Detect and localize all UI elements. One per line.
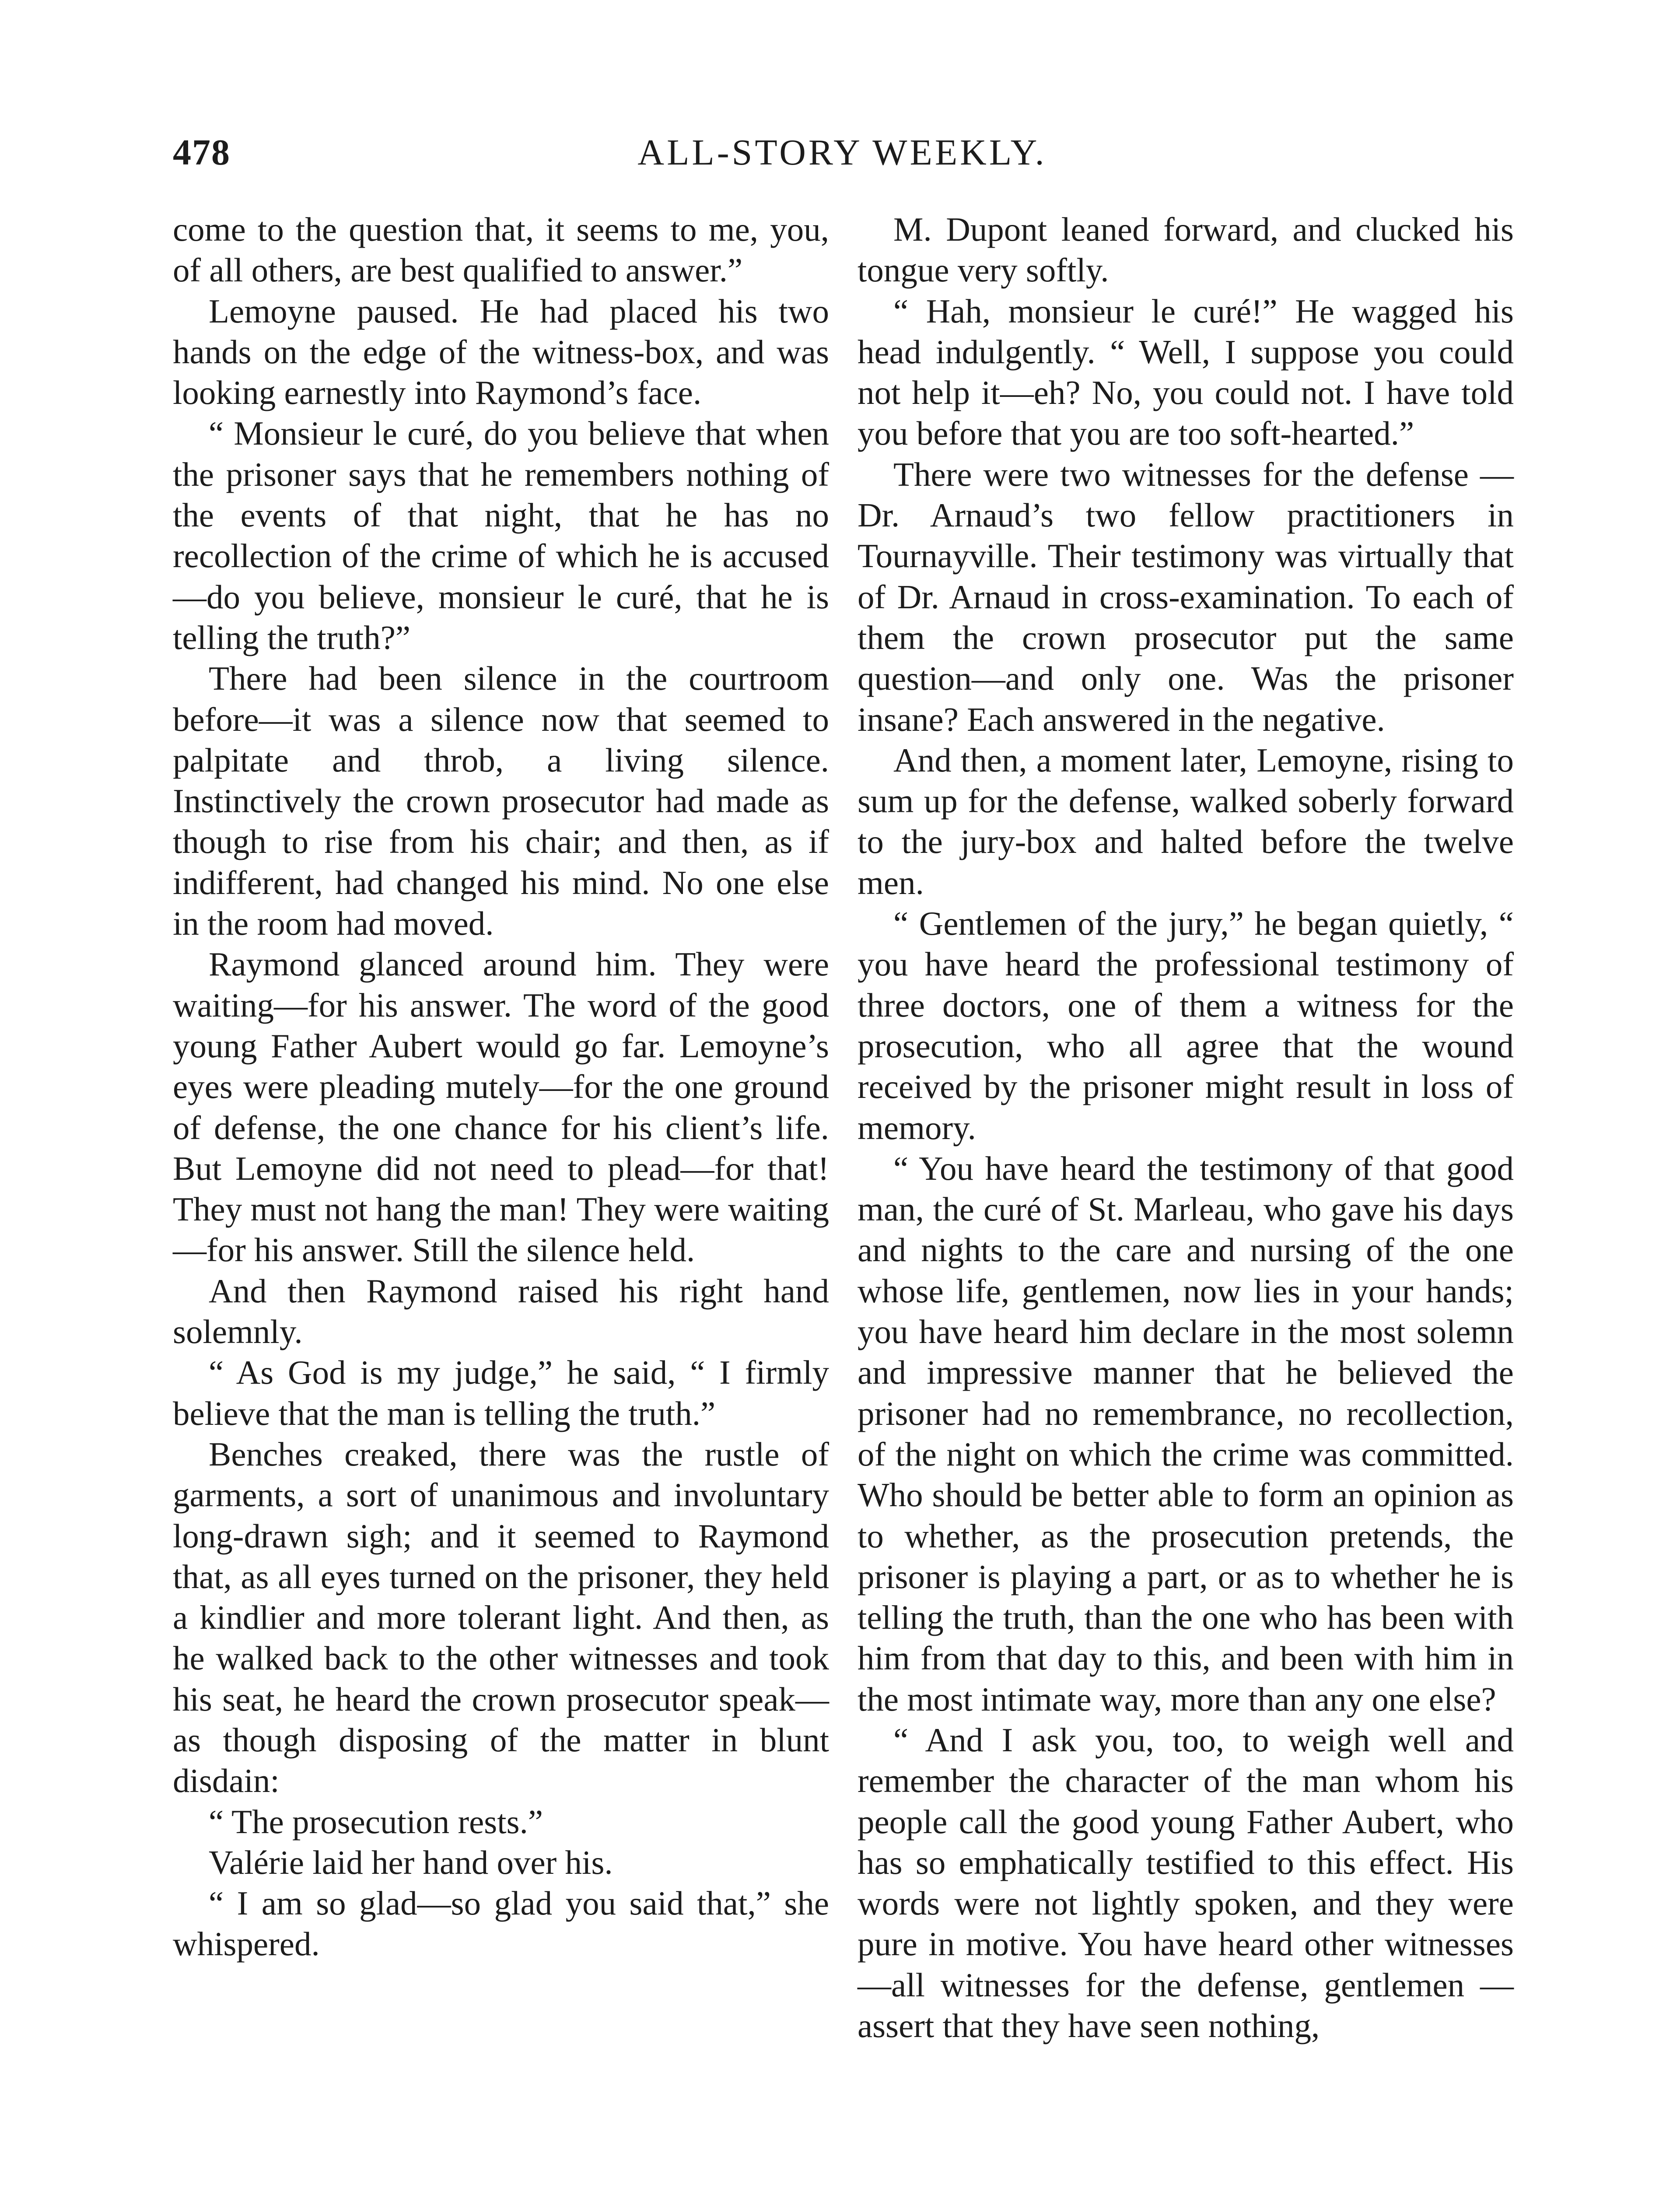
paragraph: “ And I ask you, too, to weigh well and remember the character of the man whom his people call the good young Father Aubert, who has so emphatically testified to this effect. His words were not lightly spoken, and they were pure in motive. You have heard other witnesses —all witnesses for the defense, gentlemen —assert that they have seen nothing, xyxy=(858,1721,1514,2045)
paragraph: Valérie laid her hand over his. xyxy=(209,1843,613,1881)
paragraph: Raymond glanced around him. They were waiting—for his answer. The word of the good young Father Aubert would go far. Lemoyne’s eyes were pleading mutely—for the one ground of defense, the one chance for his client’s life. But Lemoyne did not need to plead—for that! They must not hang the man! They were waiting—for his answer. Still the silence held. xyxy=(173,945,829,1269)
paragraph: “ Gentlemen of the jury,” he began quietly, “ you have heard the professional testimony of three doctors, one of them a witness for the prosecution, who all agree that the wound received by the prisoner might result in loss of memory. xyxy=(858,905,1514,1147)
page-header xyxy=(173,131,1512,193)
paragraph: And then Raymond raised his right hand solemnly. xyxy=(173,1272,829,1351)
left-column xyxy=(173,209,829,1965)
paragraph: “ As God is my judge,” he said, “ I firmly believe that the man is telling the truth.” xyxy=(173,1353,829,1432)
paragraph: M. Dupont leaned forward, and clucked his tongue very softly. xyxy=(858,210,1514,289)
paragraph: And then, a moment later, Lemoyne, rising to sum up for the defense, walked soberly forward to the jury-box and halted before the twelve men. xyxy=(858,741,1514,901)
page-number: 478 xyxy=(173,132,231,173)
paragraph: Lemoyne paused. He had placed his two hands on the edge of the witness-box, and was looking earnestly into Raymond’s face. xyxy=(173,292,829,412)
paragraph: “ The prosecution rests.” xyxy=(209,1802,543,1841)
paragraph: Benches creaked, there was the rustle of garments, a sort of unanimous and involuntary long-drawn sigh; and it seemed to Raymond that, as all eyes turned on the prisoner, they held a kindlier and more tolerant light. And then, as he walked back to the other witnesses and took his seat, he heard the crown prosecutor speak—as though disposing of the matter in blunt disdain: xyxy=(173,1435,829,1800)
right-column xyxy=(858,209,1514,2046)
paragraph: “ Monsieur le curé, do you believe that when the prisoner says that he remembers nothing of the events of that night, that he has no recollection of the crime of which he is accused—do you believe, monsieur le curé, that he is telling the truth?” xyxy=(173,414,829,656)
paragraph: There had been silence in the courtroom before—it was a silence now that seemed to palpitate and throb, a living silence. Instinctively the crown prosecutor had made as though to rise from his chair; and then, as if indifferent, had changed his mind. No one else in the room had moved. xyxy=(173,659,829,943)
running-title: ALL-STORY WEEKLY. xyxy=(637,132,1047,173)
paragraph: There were two witnesses for the defense — Dr. Arnaud’s two fellow practitioners in Tournayville. Their testimony was virtually that of Dr. Arnaud in cross-examination. To each of them the crown prosecutor put the same question—and only one. Was the prisoner insane? Each answered in the negative. xyxy=(858,455,1514,738)
paragraph: “ I am so glad—so glad you said that,” she whispered. xyxy=(173,1884,829,1963)
paragraph: “ You have heard the testimony of that good man, the curé of St. Marleau, who gave his days and nights to the care and nursing of the one whose life, gentlemen, now lies in your hands; you have heard him declare in the most solemn and impressive manner that he believed the prisoner had no remembrance, no recollection, of the night on which the crime was committed. Who should be better able to form an opinion as to whether, as the prosecution pretends, the prisoner is playing a part, or as to whether he is telling the truth, than the one who has been with him from that day to this, and been with him in the most intimate way, more than any one else? xyxy=(858,1149,1514,1718)
paragraph: “ Hah, monsieur le curé!” He wagged his head indulgently. “ Well, I suppose you could not help it—eh? No, you could not. I have told you before that you are too soft-hearted.” xyxy=(858,292,1514,452)
paragraph: come to the question that, it seems to me, you, of all others, are best qualified to answer.” xyxy=(173,210,829,289)
